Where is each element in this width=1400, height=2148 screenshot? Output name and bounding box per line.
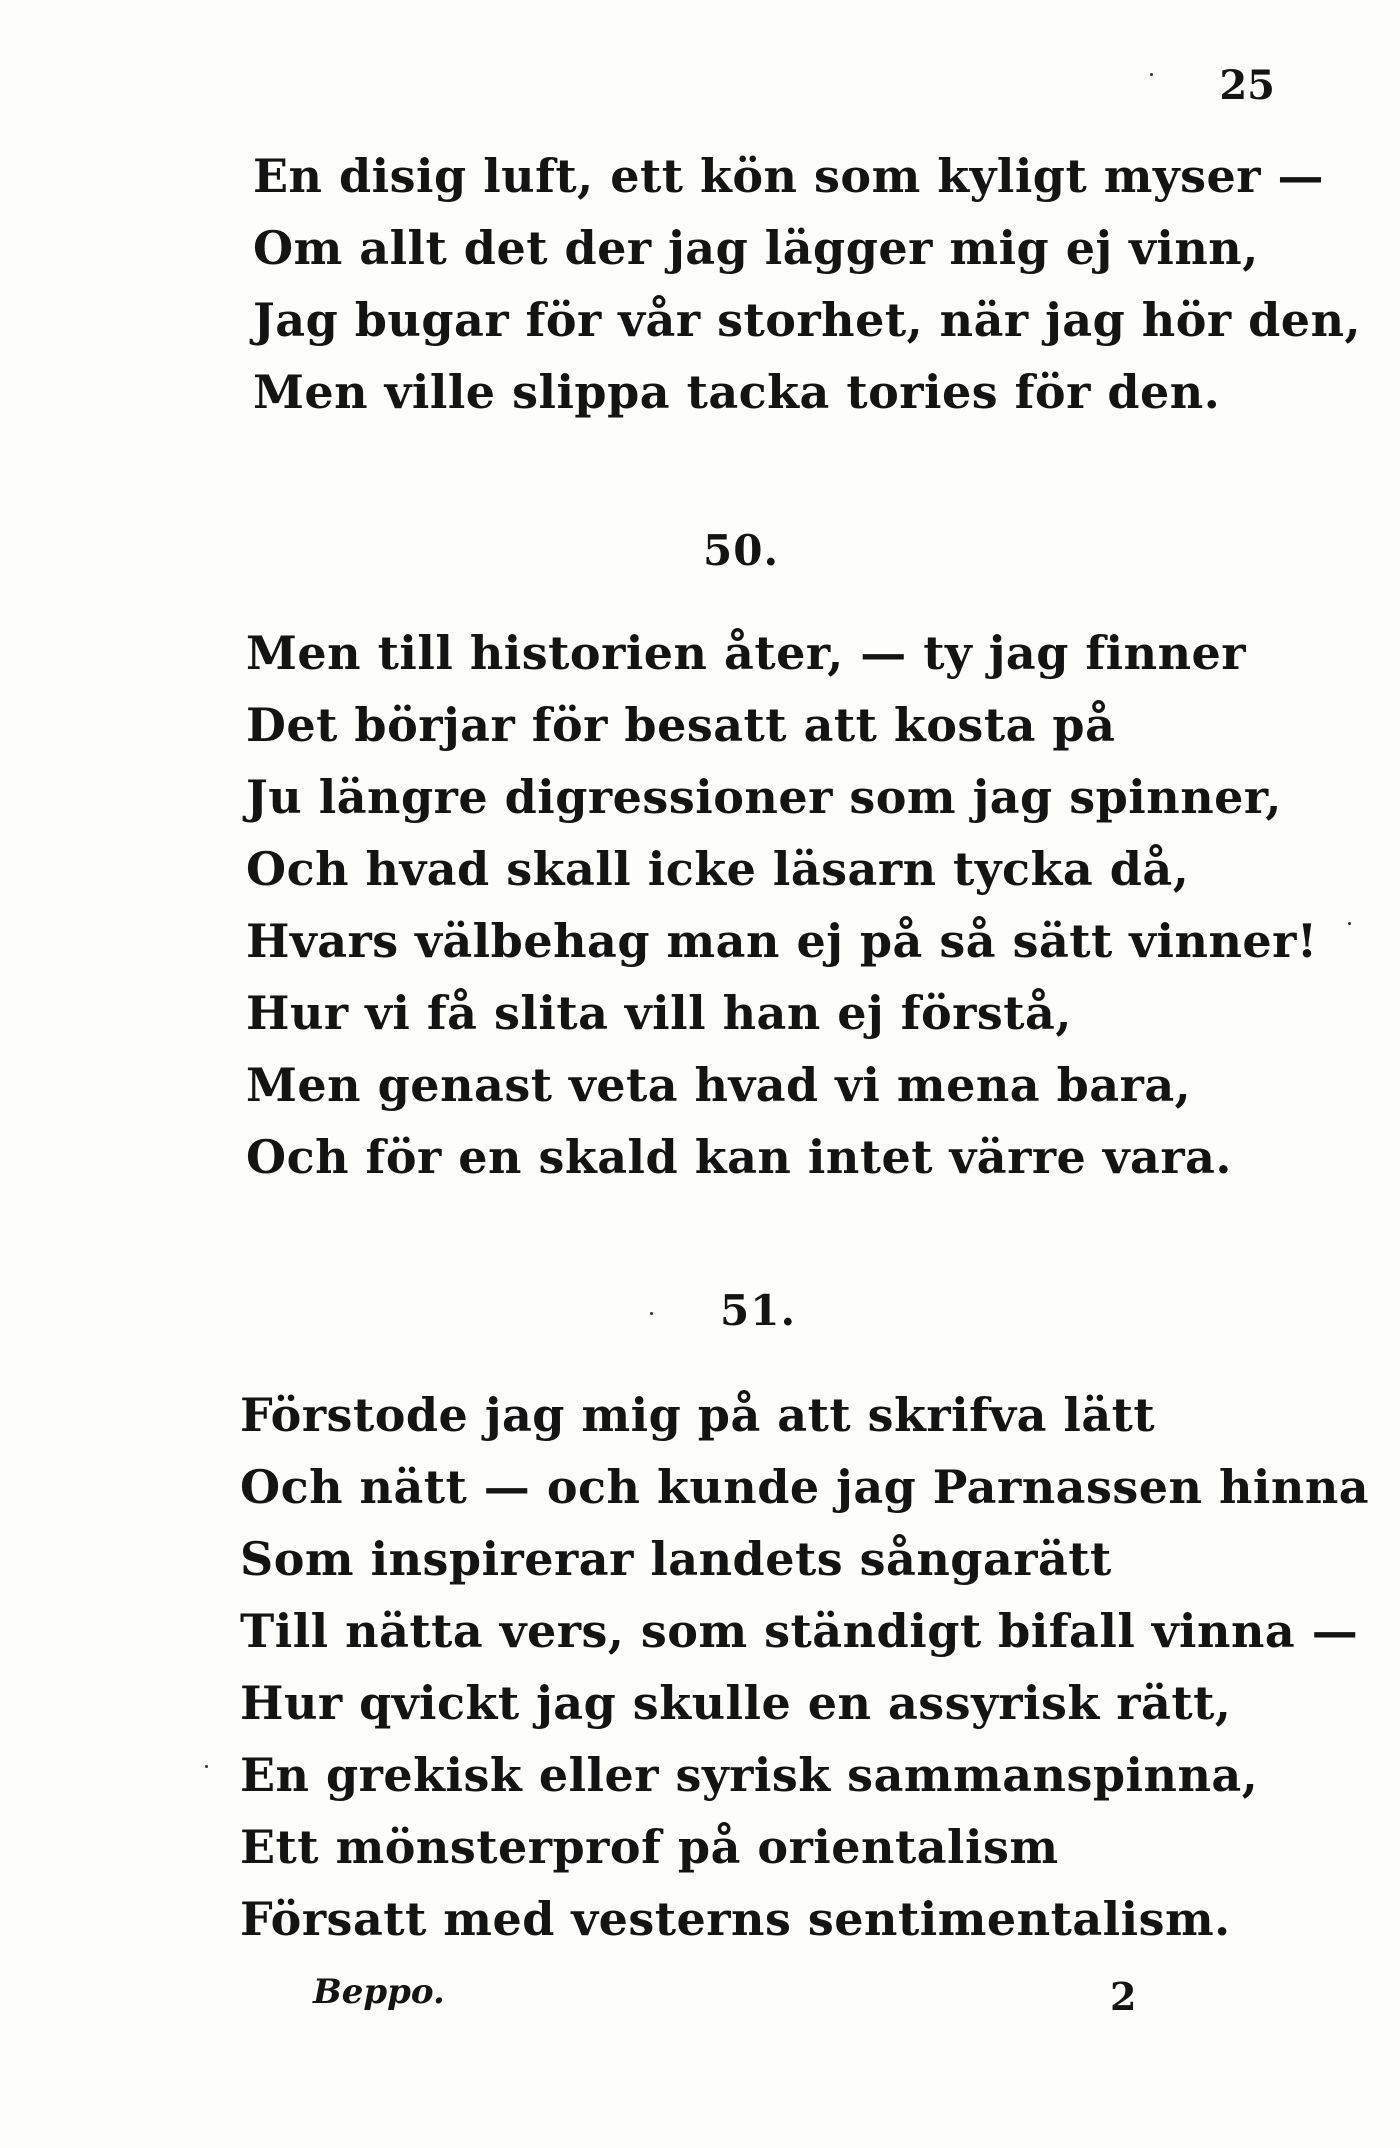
verse-line: Jag bugar för vår storhet, när jag hör den, [253,293,1362,347]
signature-beppo: Beppo. [313,1972,445,2012]
verse-line: Det börjar för besatt att kosta på [246,698,1116,752]
verse-line: Om allt det der jag lägger mig ej vinn, [253,221,1259,275]
print-speck [650,1312,653,1315]
verse-line: Och hvad skall icke läsarn tycka då, [246,842,1190,896]
verse-line: Hur vi få slita vill han ej förstå, [246,986,1072,1040]
verse-line: Försatt med vesterns sentimentalism. [240,1892,1231,1946]
verse-line: Och för en skald kan intet värre vara. [246,1130,1232,1184]
print-speck [1348,922,1351,925]
print-speck [205,1765,208,1768]
verse-line: Förstode jag mig på att skrifva lätt [240,1388,1156,1442]
verse-line: Ju längre digressioner som jag spinner, [246,770,1282,824]
verse-line: Men genast veta hvad vi mena bara, [246,1058,1192,1112]
verse-line: En grekisk eller syrisk sammanspinna, [240,1748,1259,1802]
verse-line: Men till historien åter, — ty jag finner [246,626,1247,680]
verse-line: Som inspirerar landets sångarätt [240,1532,1112,1586]
page-number: 25 [1219,62,1275,109]
verse-line: Till nätta vers, som ständigt bifall vinna — [240,1604,1359,1658]
stanza-number-51: 51. [720,1286,797,1335]
verse-line: Hur qvickt jag skulle en assyrisk rätt, [240,1676,1232,1730]
sheet-mark: 2 [1110,1974,1137,2019]
verse-line: Hvars välbehag man ej på så sätt vinner! [246,914,1318,968]
print-speck [1150,73,1153,76]
verse-line: Men ville slippa tacka tories för den. [253,365,1221,419]
verse-line: Ett mönsterprof på orientalism [240,1820,1059,1874]
verse-line: Och nätt — och kunde jag Parnassen hinna [240,1460,1370,1514]
stanza-number-50: 50. [703,526,780,575]
verse-line: En disig luft, ett kön som kyligt myser — [253,149,1325,203]
